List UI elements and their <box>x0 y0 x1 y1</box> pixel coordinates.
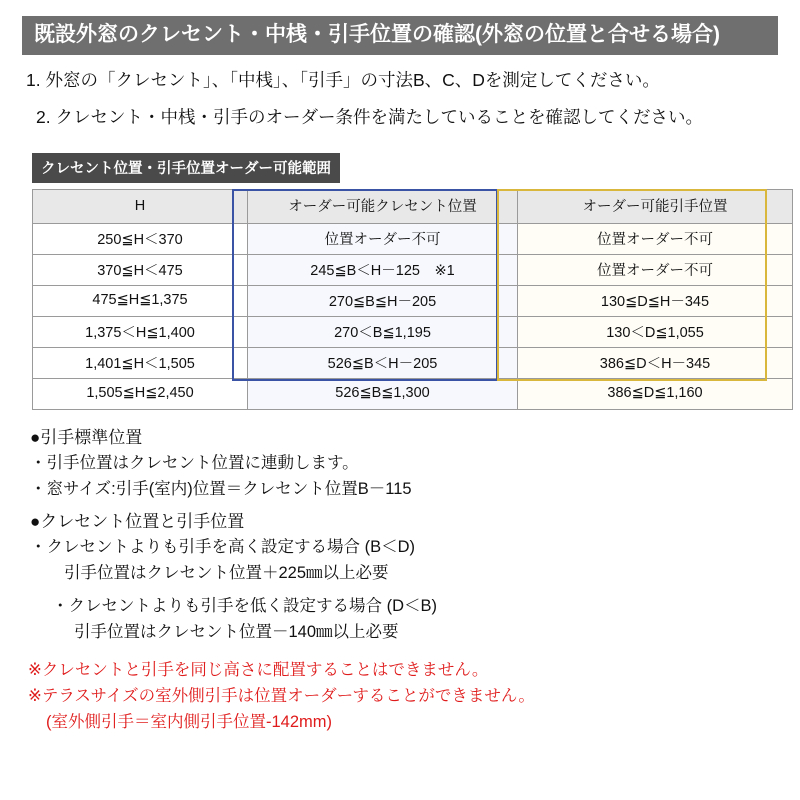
cell-h: 1,375＜H≦1,400 <box>33 316 248 347</box>
table-row <box>33 254 793 285</box>
table-row <box>33 285 793 316</box>
cell-crescent: 526≦B＜H－205 <box>248 347 518 378</box>
cell-h: 475≦H≦1,375 <box>33 285 248 316</box>
table-header-handle: オーダー可能引手位置 <box>518 189 793 223</box>
notes-section <box>30 426 778 645</box>
cell-handle: 位置オーダー不可 <box>518 223 793 254</box>
table-header-crescent: オーダー可能クレセント位置 <box>248 189 518 223</box>
page-title: 既設外窓のクレセント・中桟・引手位置の確認(外窓の位置と合せる場合) <box>22 16 778 55</box>
cell-handle: 130≦D≦H－345 <box>518 285 793 316</box>
cell-handle: 130＜D≦1,055 <box>518 316 793 347</box>
cell-h: 1,505≦H≦2,450 <box>33 378 248 409</box>
table-row <box>33 223 793 254</box>
note-handle-higher: ・クレセントよりも引手を高く設定する場合 (B＜D) <box>30 538 415 557</box>
cell-crescent: 245≦B＜H－125 ※1 <box>248 254 518 285</box>
note-window-size: ・窓サイズ:引手(室内)位置＝クレセント位置B－115 <box>30 480 412 499</box>
table-row <box>33 316 793 347</box>
table-row <box>33 347 793 378</box>
cell-crescent: 270≦B≦H－205 <box>248 285 518 316</box>
note-handle-higher-detail: 引手位置はクレセント位置＋225㎜以上必要 <box>64 564 389 583</box>
cell-handle: 位置オーダー不可 <box>518 254 793 285</box>
cell-h: 1,401≦H＜1,505 <box>33 347 248 378</box>
cell-h: 250≦H＜370 <box>33 223 248 254</box>
table-caption: クレセント位置・引手位置オーダー可能範囲 <box>32 153 340 183</box>
warning-terrace-size: ※テラスサイズの室外側引手は位置オーダーすることができません。 <box>28 686 535 705</box>
cell-crescent: 270＜B≦1,195 <box>248 316 518 347</box>
table-header-row <box>33 189 793 223</box>
cell-crescent: 526≦B≦1,300 <box>248 378 518 409</box>
table-header-h: H <box>33 189 248 223</box>
cell-h: 370≦H＜475 <box>33 254 248 285</box>
note-handle-linked: ・引手位置はクレセント位置に連動します。 <box>30 454 359 473</box>
cell-handle: 386≦D＜H－345 <box>518 347 793 378</box>
range-table-wrapper <box>22 189 778 410</box>
range-table <box>32 189 793 410</box>
step-1: 1. 外窓の「クレセント」、「中桟」、「引手」の寸法B、C、Dを測定してください。 <box>26 70 660 91</box>
table-row <box>33 378 793 409</box>
note-handle-lower-detail: 引手位置はクレセント位置－140㎜以上必要 <box>74 622 399 641</box>
note-heading-handle-standard: ●引手標準位置 <box>30 427 143 447</box>
cell-crescent: 位置オーダー不可 <box>248 223 518 254</box>
step-2: 2. クレセント・中桟・引手のオーダー条件を満たしていることを確認してください。 <box>36 106 703 127</box>
note-handle-lower: ・クレセントよりも引手を低く設定する場合 (D＜B) <box>52 596 437 615</box>
cell-handle: 386≦D≦1,160 <box>518 378 793 409</box>
warning-outdoor-handle: (室外側引手＝室内側引手位置-142mm) <box>46 712 333 731</box>
warnings-section <box>22 658 778 735</box>
note-heading-crescent-handle: ●クレセント位置と引手位置 <box>30 511 245 531</box>
warning-same-height: ※クレセントと引手を同じ高さに配置することはできません。 <box>28 661 489 680</box>
